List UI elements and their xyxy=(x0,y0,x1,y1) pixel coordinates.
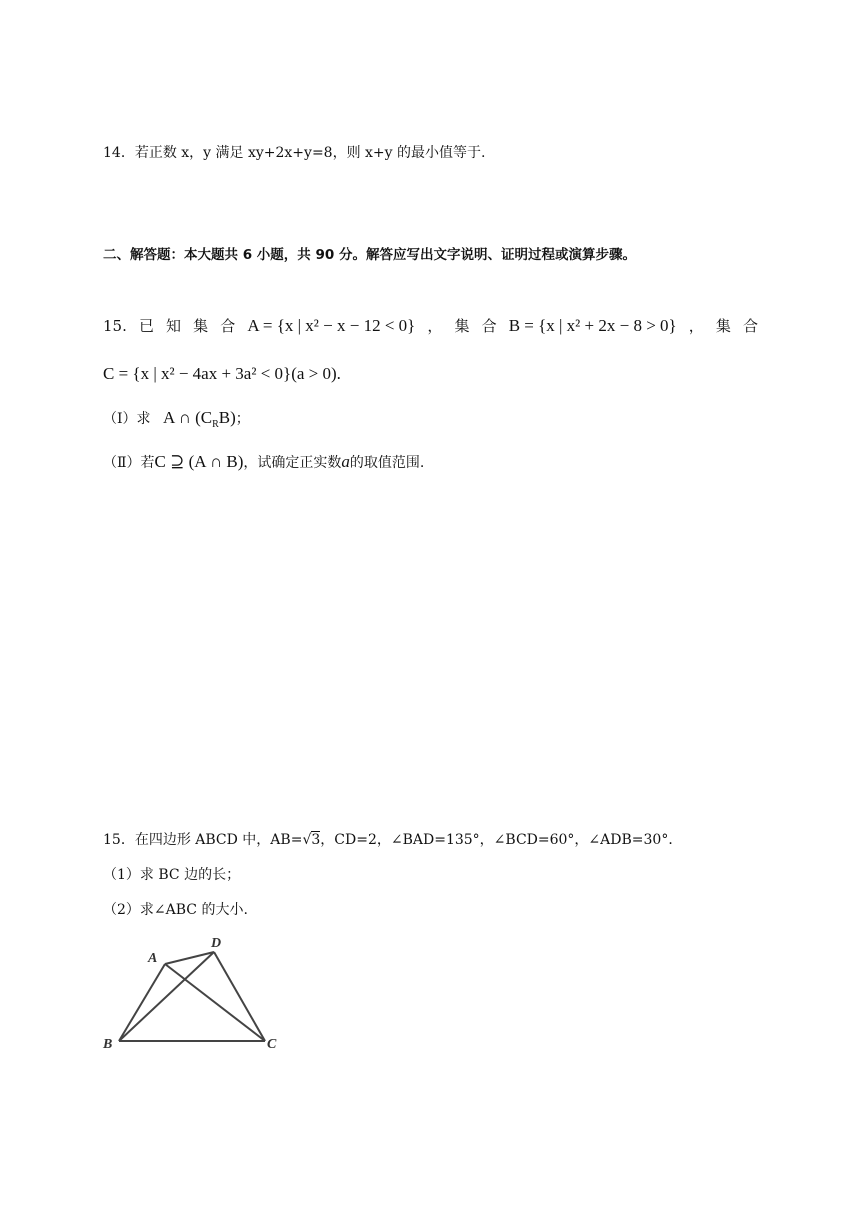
question-15-part-1: （Ⅰ）求 A ∩ $(C_RB)$； xyxy=(103,408,250,430)
set-b-definition: B = {x | x² + 2x − 8 > 0} xyxy=(508,316,677,335)
question-15-quadrilateral-part-1: （1）求 BC 边的长； xyxy=(103,867,241,883)
section-heading: 二、解答题：本大题共 6 小题，共 90 分。解答应写出文字说明、证明过程或演算步骤。 xyxy=(103,247,636,263)
edge-ab xyxy=(119,964,165,1041)
set-c-definition: C = {x | x² − 4ax + 3a² < 0}(a > 0). xyxy=(103,364,341,383)
question-15-part-2: （Ⅱ）若C ⊇ (A ∩ B)，试确定正实数a的取值范围. xyxy=(103,452,425,471)
label-d: D xyxy=(211,936,222,951)
question-15-quadrilateral-part-2: （2）求∠ABC 的大小. xyxy=(103,902,248,918)
set-a-definition: A = {x | x² − x − 12 < 0} xyxy=(247,316,416,335)
question-14: 14．若正数 x，y 满足 xy+2x+y=8，则 x+y 的最小值等于. xyxy=(103,145,486,161)
label-b: B xyxy=(103,1037,113,1052)
label-c: C xyxy=(267,1037,277,1052)
question-15-sets-line1: 15. 已 知 集 合 A = {x | x² − x − 12 < 0} ， 集 合 B = {x | x² + 2x − 8 > 0} ， 集 合 xyxy=(103,316,758,335)
sqrt-icon: √ xyxy=(302,832,312,848)
label-a: A xyxy=(148,951,158,966)
edge-dc xyxy=(214,952,265,1041)
diagonal-ac xyxy=(165,964,265,1041)
quadrilateral-figure xyxy=(95,930,295,1060)
question-15-quadrilateral: 15．在四边形 ABCD 中，AB=√3，CD=2，∠BAD=135°，∠BCD=60°，∠ADB=30°． xyxy=(103,832,683,848)
